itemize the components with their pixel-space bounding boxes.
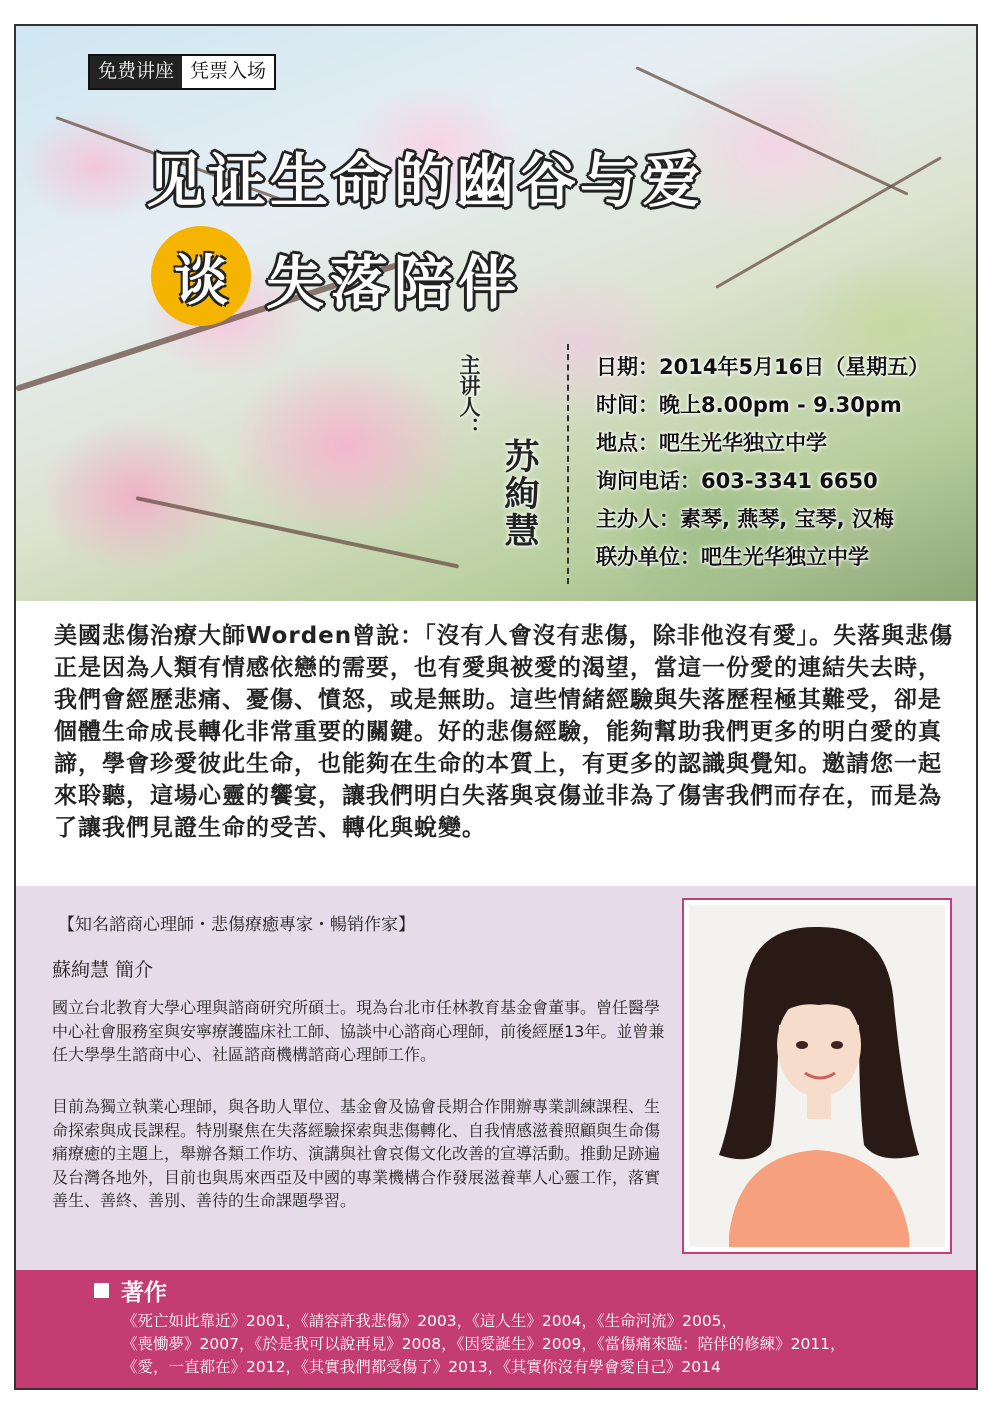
event-phone: 询问电话：603-3341 6650: [596, 469, 878, 493]
event-date: 日期：2014年5月16日（星期五）: [596, 355, 930, 379]
square-bullet-icon: [94, 1283, 109, 1298]
hero-banner: [16, 26, 976, 601]
main-title: 见证生命的幽谷与爱: [146, 147, 705, 215]
intro-paragraph: 美國悲傷治療大師Worden曾說：「沒有人會沒有悲傷，除非他沒有愛」。失落與悲傷正是因為人類有情感依戀的需要，也有愛與被愛的渴望，當這一份愛的連結失去時，我們會經歷悲痛、憂傷、憤怒，或是無助。這些情緒經驗與失落歷程極其難受，卻是個體生命成長轉化非常重要的關鍵。好的悲傷經驗，能夠幫助我們更多的明白愛的真諦，學會珍愛彼此生命，也能夠在生命的本質上，有更多的認識與覺知。邀請您一起來聆聽，這場心靈的饗宴，讓我們明白失落與哀傷並非為了傷害我們而存在，而是為了讓我們見證生命的受苦、轉化與蛻變。: [54, 623, 954, 841]
title-circle: [151, 226, 251, 326]
photo-placeholder: [689, 905, 945, 1247]
event-time: 时间：晚上8.00pm - 9.30pm: [596, 393, 902, 417]
portrait-illustration: [689, 905, 945, 1247]
speaker-name: 苏絢慧: [499, 438, 539, 549]
branch-decoration: [136, 496, 460, 569]
event-organizers: 主办人：素琴, 燕琴, 宝琴, 汉梅: [596, 507, 894, 531]
badge-right: 凭票入场: [182, 56, 274, 88]
circle-text: 谈: [174, 248, 228, 312]
works-line-2: 《喪慟夢》2007，《於是我可以說再見》2008，《因愛誕生》2009，《當傷痛來臨：陪伴的修練》2011，: [122, 1335, 846, 1353]
sub-title: 失落陪伴: [266, 249, 523, 317]
bio-name: 蘇絢慧 簡介: [52, 959, 154, 981]
branch-decoration: [715, 156, 942, 289]
bio-paragraph-2: 目前為獨立執業心理師，與各助人單位、基金會及協會長期合作開辦專業訓練課程、生命探索與成長課程。特別聚焦在失落經驗探索與悲傷轉化、自我情感滋養照顧與生命傷痛療癒的主題上，舉辦各類工作坊、演講與社會哀傷文化改善的宣導活動。推動足跡遍及台灣各地外，目前也與馬來西亞及中國的專業機構合作發展滋養華人心靈工作，落實善生、善終、善別、善待的生命課題學習。: [52, 1097, 661, 1211]
poster: [14, 24, 978, 1390]
works-line-3: 《愛，一直都在》2012，《其實我們都受傷了》2013，《其實你沒有學會愛自己》2014: [122, 1358, 721, 1376]
speaker-label: 主讲人：: [457, 354, 481, 438]
dashed-divider: [567, 344, 569, 584]
event-venue: 地点：吧生光华独立中学: [596, 431, 827, 455]
speaker-photo: [682, 898, 952, 1254]
bio-subtitle: 【知名諮商心理師・悲傷療癒專家・暢销作家】: [58, 915, 415, 935]
free-lecture-badge: [88, 54, 276, 90]
works-heading: [94, 1274, 167, 1307]
works-line-1: 《死亡如此靠近》2001，《請容許我悲傷》2003，《這人生》2004，《生命河流》2005，: [122, 1312, 738, 1330]
badge-left: 免费讲座: [90, 56, 182, 88]
event-details: [596, 348, 929, 576]
bio-paragraph-1: 國立台北教育大學心理與諮商研究所碩士。現為台北市任林教育基金會董事。曾任醫學中心社會服務室與安寧療護臨床社工師、協談中心諮商心理師，前後經歷13年。並曾兼任大學學生諮商中心、社區諮商機構諮商心理師工作。: [52, 998, 665, 1065]
works-title: 著作: [121, 1280, 167, 1306]
event-co-organizer: 联办单位：吧生光华独立中学: [596, 545, 869, 569]
